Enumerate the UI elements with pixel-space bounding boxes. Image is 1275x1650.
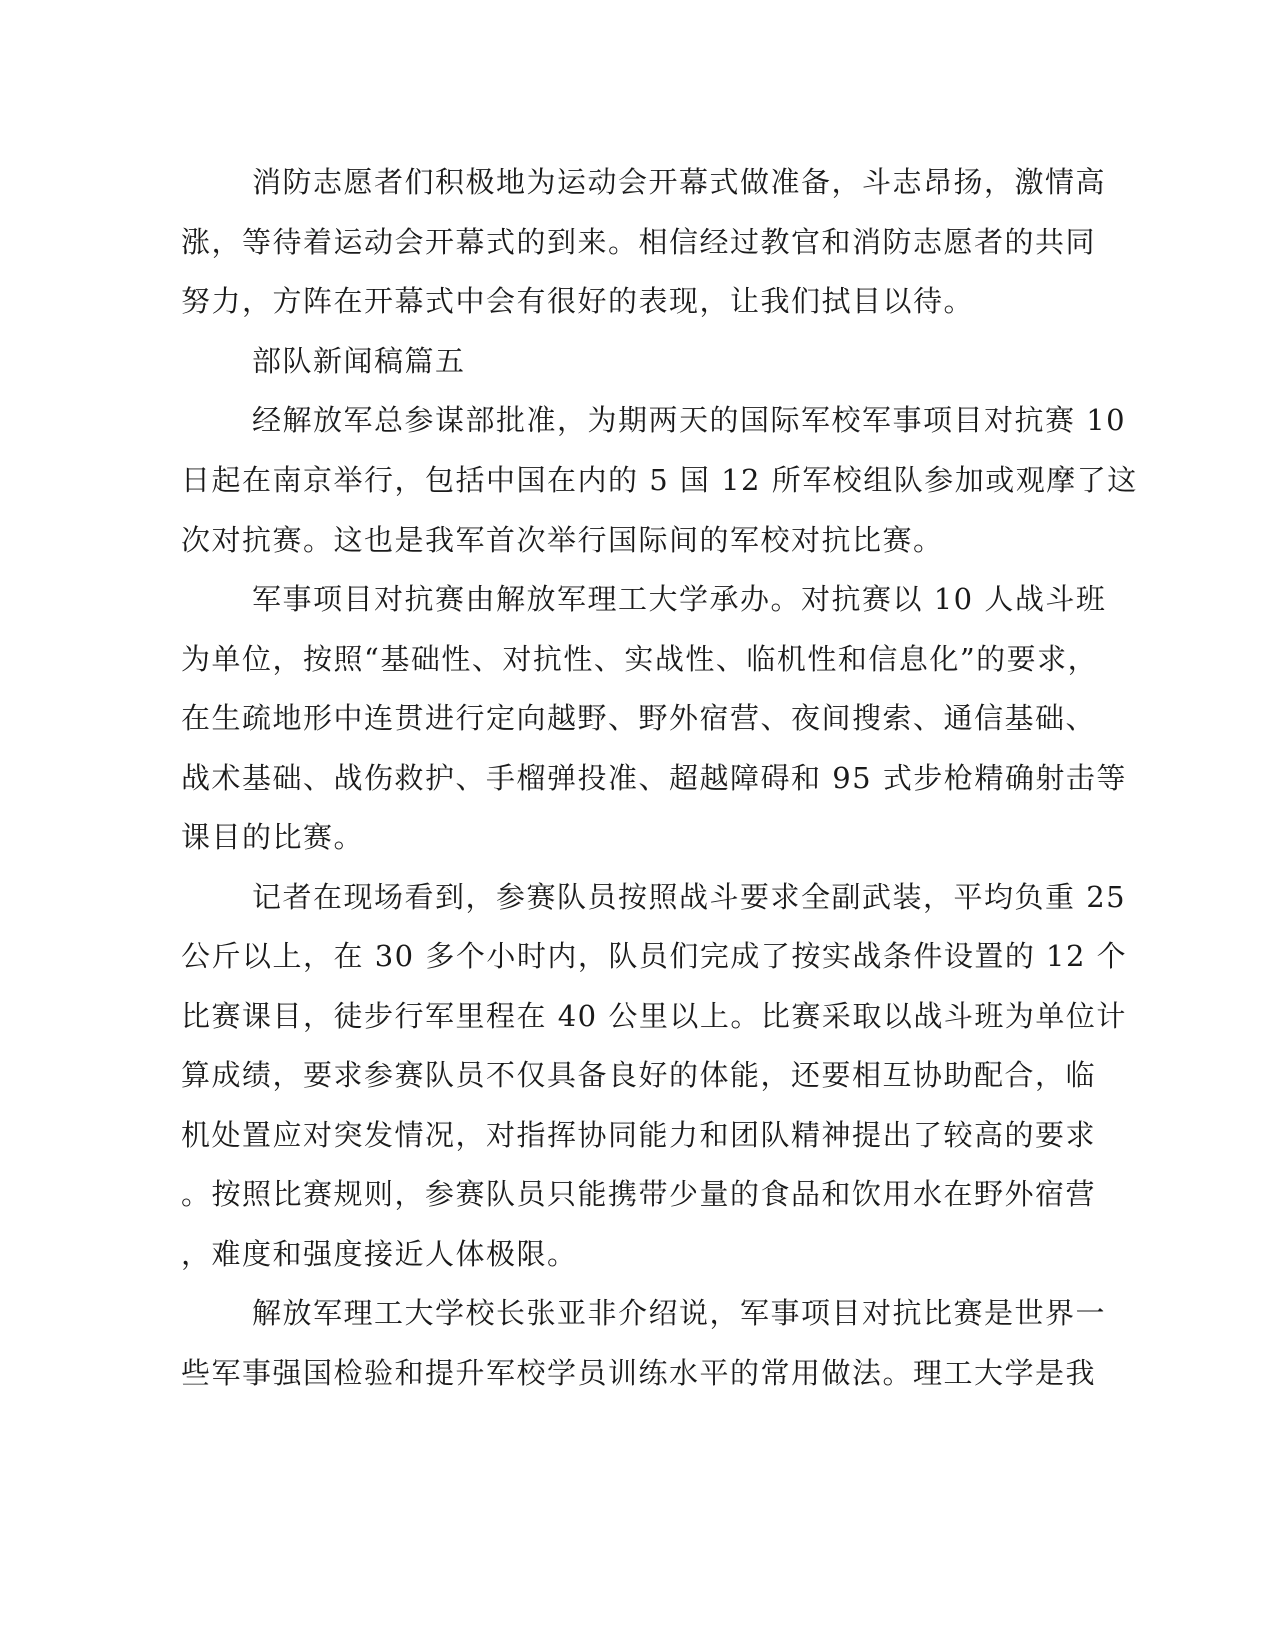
text-line: 算成绩，要求参赛队员不仅具备良好的体能，还要相互协助配合，临 bbox=[181, 1058, 1097, 1092]
text-line: ，难度和强度接近人体极限。 bbox=[181, 1237, 578, 1271]
section-heading: 部队新闻稿篇五 bbox=[252, 344, 466, 378]
text-line: 公斤以上，在 30 多个小时内，队员们完成了按实战条件设置的 12 个 bbox=[181, 939, 1128, 973]
text-line: 次对抗赛。这也是我军首次举行国际间的军校对抗比赛。 bbox=[181, 523, 944, 557]
text-line: 些军事强国检验和提升军校学员训练水平的常用做法。理工大学是我 bbox=[181, 1356, 1097, 1390]
text-line: 日起在南京举行，包括中国在内的 5 国 12 所军校组队参加或观摩了这 bbox=[181, 463, 1138, 497]
text-line: 在生疏地形中连贯进行定向越野、野外宿营、夜间搜索、通信基础、 bbox=[181, 701, 1097, 735]
text-line: 记者在现场看到，参赛队员按照战斗要求全副武装，平均负重 25 bbox=[252, 880, 1127, 914]
text-line: 课目的比赛。 bbox=[181, 820, 365, 854]
text-line: 经解放军总参谋部批准，为期两天的国际军校军事项目对抗赛 10 bbox=[252, 403, 1127, 437]
text-line: 军事项目对抗赛由解放军理工大学承办。对抗赛以 10 人战斗班 bbox=[252, 582, 1107, 616]
text-line: 机处置应对突发情况，对指挥协同能力和团队精神提出了较高的要求 bbox=[181, 1118, 1097, 1152]
text-line: 消防志愿者们积极地为运动会开幕式做准备，斗志昂扬，激情高 bbox=[252, 165, 1107, 199]
text-line: 比赛课目，徒步行军里程在 40 公里以上。比赛采取以战斗班为单位计 bbox=[181, 999, 1127, 1033]
text-line: 为单位，按照“基础性、对抗性、实战性、临机性和信息化”的要求， bbox=[181, 642, 1099, 676]
text-line: 努力，方阵在开幕式中会有很好的表现，让我们拭目以待。 bbox=[181, 284, 975, 318]
text-line: 。按照比赛规则，参赛队员只能携带少量的食品和饮用水在野外宿营 bbox=[181, 1177, 1097, 1211]
text-line: 解放军理工大学校长张亚非介绍说，军事项目对抗比赛是世界一 bbox=[252, 1296, 1107, 1330]
text-line: 战术基础、战伤救护、手榴弹投准、超越障碍和 95 式步枪精确射击等 bbox=[181, 761, 1127, 795]
text-line: 涨，等待着运动会开幕式的到来。相信经过教官和消防志愿者的共同 bbox=[181, 225, 1097, 259]
